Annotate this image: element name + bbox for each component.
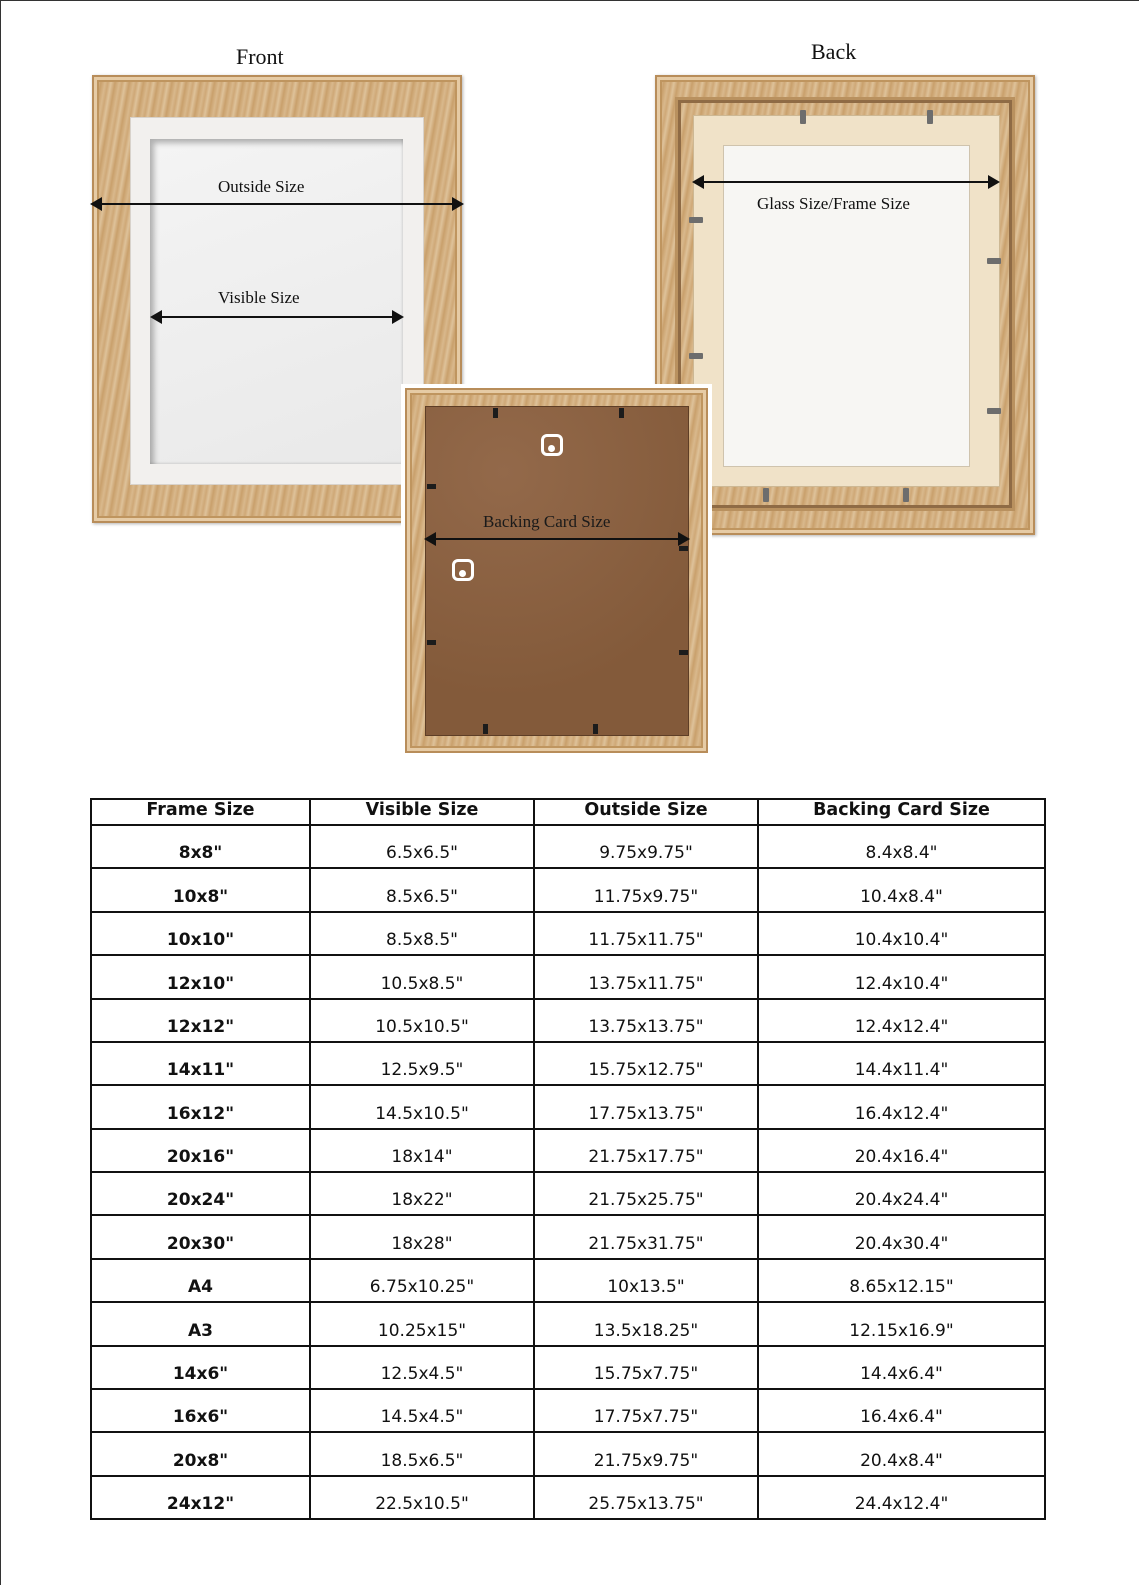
frame-size-cell: 20x30" xyxy=(91,1215,310,1258)
frame-size-cell: 20x16" xyxy=(91,1129,310,1172)
retaining-clip xyxy=(689,353,703,359)
backing-card-size-cell: 14.4x6.4" xyxy=(758,1346,1045,1389)
outside-size-cell: 10x13.5" xyxy=(534,1259,758,1302)
outside-size-cell: 9.75x9.75" xyxy=(534,825,758,868)
retaining-clip xyxy=(689,217,703,223)
backing-card-size-cell: 12.4x12.4" xyxy=(758,999,1045,1042)
outside-size-cell: 21.75x25.75" xyxy=(534,1172,758,1215)
table-row xyxy=(91,1172,1045,1215)
back-heading: Back xyxy=(811,39,857,64)
backing-card-size-cell: 20.4x30.4" xyxy=(758,1215,1045,1258)
frame-size-cell: 12x10" xyxy=(91,955,310,998)
outside-size-cell: 17.75x7.75" xyxy=(534,1389,758,1432)
backing-card-size-cell: 12.15x16.9" xyxy=(758,1302,1045,1345)
frame-size-cell: 14x6" xyxy=(91,1346,310,1389)
header-frame-size: Frame Size xyxy=(91,799,310,825)
hanger-icon xyxy=(452,559,474,581)
outside-size-cell: 13.75x11.75" xyxy=(534,955,758,998)
table-row xyxy=(91,955,1045,998)
outside-size-cell: 21.75x9.75" xyxy=(534,1432,758,1475)
header-visible-size: Visible Size xyxy=(310,799,534,825)
table-row xyxy=(91,1432,1045,1475)
retaining-clip xyxy=(987,258,1001,264)
visible-size-cell: 14.5x4.5" xyxy=(310,1389,534,1432)
frame-size-cell: 8x8" xyxy=(91,825,310,868)
visible-size-cell: 10.5x10.5" xyxy=(310,999,534,1042)
table-body xyxy=(91,825,1045,1519)
backing-card-size-cell: 10.4x8.4" xyxy=(758,868,1045,911)
backing-card-size-cell: 24.4x12.4" xyxy=(758,1476,1045,1519)
outside-size-cell: 15.75x12.75" xyxy=(534,1042,758,1085)
turn-button-tab xyxy=(679,650,688,655)
turn-button-tab xyxy=(483,724,488,734)
outside-size-cell: 13.75x13.75" xyxy=(534,999,758,1042)
back-frame-image xyxy=(655,75,1035,535)
visible-size-cell: 18x22" xyxy=(310,1172,534,1215)
backing-card-size-label: Backing Card Size xyxy=(483,512,611,531)
backing-card-size-cell: 10.4x10.4" xyxy=(758,912,1045,955)
visible-size-cell: 18x28" xyxy=(310,1215,534,1258)
turn-button-tab xyxy=(427,640,436,645)
visible-size-cell: 6.5x6.5" xyxy=(310,825,534,868)
frame-size-table xyxy=(90,798,1046,1520)
glass-size-label: Glass Size/Frame Size xyxy=(757,194,910,213)
glass-size-arrow xyxy=(694,181,998,183)
visible-size-cell: 18.5x6.5" xyxy=(310,1432,534,1475)
retaining-clip xyxy=(927,110,933,124)
visible-size-cell: 12.5x9.5" xyxy=(310,1042,534,1085)
table-row xyxy=(91,1389,1045,1432)
retaining-clip xyxy=(987,408,1001,414)
visible-size-cell: 12.5x4.5" xyxy=(310,1346,534,1389)
frame-size-cell: 16x12" xyxy=(91,1085,310,1128)
turn-button-tab xyxy=(593,724,598,734)
backing-card-size-cell: 12.4x10.4" xyxy=(758,955,1045,998)
back-mat xyxy=(693,115,1000,487)
hanger-icon xyxy=(541,434,563,456)
backing-card xyxy=(425,406,689,736)
visible-size-cell: 14.5x10.5" xyxy=(310,1085,534,1128)
table-row xyxy=(91,1085,1045,1128)
frame-size-cell: 20x24" xyxy=(91,1172,310,1215)
retaining-clip xyxy=(903,488,909,502)
outside-size-label: Outside Size xyxy=(218,177,305,196)
table-row xyxy=(91,1259,1045,1302)
backing-card-size-arrow xyxy=(426,538,688,540)
table-row xyxy=(91,1129,1045,1172)
frame-size-cell: 10x8" xyxy=(91,868,310,911)
outside-size-cell: 15.75x7.75" xyxy=(534,1346,758,1389)
header-outside-size: Outside Size xyxy=(534,799,758,825)
backing-card-size-cell: 20.4x24.4" xyxy=(758,1172,1045,1215)
backing-card-size-cell: 16.4x12.4" xyxy=(758,1085,1045,1128)
table-row xyxy=(91,825,1045,868)
visible-size-cell: 10.5x8.5" xyxy=(310,955,534,998)
visible-size-cell: 8.5x8.5" xyxy=(310,912,534,955)
visible-size-cell: 10.25x15" xyxy=(310,1302,534,1345)
turn-button-tab xyxy=(619,408,624,418)
table-row xyxy=(91,1042,1045,1085)
frame-size-cell: 12x12" xyxy=(91,999,310,1042)
table-row xyxy=(91,1476,1045,1519)
table-row xyxy=(91,1302,1045,1345)
visible-size-cell: 6.75x10.25" xyxy=(310,1259,534,1302)
outside-size-cell: 11.75x9.75" xyxy=(534,868,758,911)
backing-card-size-cell: 20.4x16.4" xyxy=(758,1129,1045,1172)
backing-card-size-cell: 8.4x8.4" xyxy=(758,825,1045,868)
outside-size-cell: 21.75x17.75" xyxy=(534,1129,758,1172)
visible-size-cell: 8.5x6.5" xyxy=(310,868,534,911)
turn-button-tab xyxy=(493,408,498,418)
outside-size-cell: 25.75x13.75" xyxy=(534,1476,758,1519)
backing-card-size-cell: 14.4x11.4" xyxy=(758,1042,1045,1085)
retaining-clip xyxy=(763,488,769,502)
visible-size-label: Visible Size xyxy=(218,288,300,307)
outside-size-cell: 21.75x31.75" xyxy=(534,1215,758,1258)
table-row xyxy=(91,912,1045,955)
turn-button-tab xyxy=(427,484,436,489)
backing-card-size-cell: 20.4x8.4" xyxy=(758,1432,1045,1475)
table-row xyxy=(91,999,1045,1042)
backing-card-size-cell: 8.65x12.15" xyxy=(758,1259,1045,1302)
table-row xyxy=(91,868,1045,911)
frame-size-cell: A4 xyxy=(91,1259,310,1302)
outside-size-cell: 11.75x11.75" xyxy=(534,912,758,955)
outside-size-cell: 13.5x18.25" xyxy=(534,1302,758,1345)
turn-button-tab xyxy=(679,546,688,551)
visible-size-cell: 22.5x10.5" xyxy=(310,1476,534,1519)
outside-size-cell: 17.75x13.75" xyxy=(534,1085,758,1128)
frame-size-cell: A3 xyxy=(91,1302,310,1345)
visible-size-cell: 18x14" xyxy=(310,1129,534,1172)
header-backing-card-size: Backing Card Size xyxy=(758,799,1045,825)
frame-size-cell: 24x12" xyxy=(91,1476,310,1519)
retaining-clip xyxy=(800,110,806,124)
outside-size-arrow xyxy=(92,203,462,205)
frame-size-cell: 16x6" xyxy=(91,1389,310,1432)
table-row xyxy=(91,1346,1045,1389)
backing-card-size-cell: 16.4x6.4" xyxy=(758,1389,1045,1432)
frame-size-cell: 14x11" xyxy=(91,1042,310,1085)
front-heading: Front xyxy=(236,44,284,69)
frame-size-cell: 20x8" xyxy=(91,1432,310,1475)
table-header-row xyxy=(91,799,1045,825)
backing-frame-image xyxy=(405,388,708,753)
table-row xyxy=(91,1215,1045,1258)
frame-size-cell: 10x10" xyxy=(91,912,310,955)
visible-size-arrow xyxy=(152,316,402,318)
